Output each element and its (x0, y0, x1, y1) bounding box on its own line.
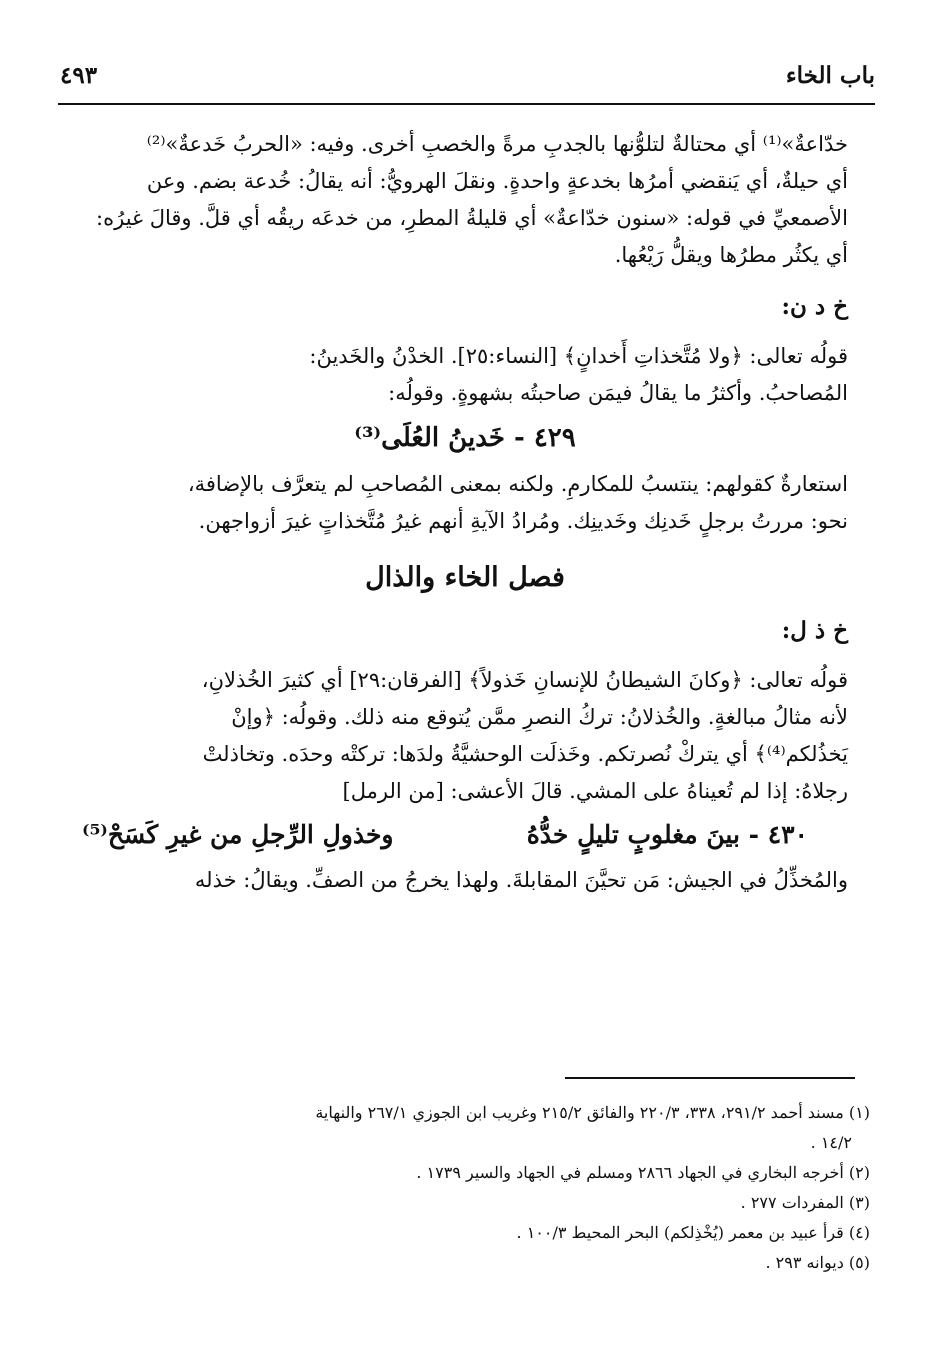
page-number: ٤٩٣ (60, 62, 98, 89)
paragraph-line: يَخذُلكم⁽⁴⁾﴾ أي يتركْ نُصرتكم. وخَذلَت الوحشيَّةُ ولدَها: تركتْه وحدَه. وتخاذلتْ (202, 742, 848, 766)
paragraph-line: الأصمعيِّ في قوله: «سنون خدّاعةٌ» أي قليلةُ المطرِ، من خدعَه ريقُه أي قلَّ. وقالَ غيرُه: (96, 206, 848, 230)
verse-first-hemistich: ٤٣٠ - بينَ مغلوبٍ تليلٍ خدُّهُ (526, 820, 808, 849)
paragraph-line: أي يكثُر مطرُها ويقلُّ رَيْعُها. (614, 243, 848, 267)
root-heading: خ د ن: (781, 293, 848, 320)
root-heading: خ ذ ل: (781, 617, 848, 644)
quote-heading: ٤٢٩ - خَدينُ العُلَى⁽³⁾ (354, 423, 576, 453)
footnote: ١٤/٢ . (810, 1133, 852, 1152)
footnote-rule (565, 1077, 855, 1079)
section-heading: فصل الخاء والذال (365, 562, 565, 593)
paragraph-line: لأنه مثالُ مبالغةٍ. والخُذلانُ: تركُ النصرِ ممَّن يُتوقع منه ذلك. وقولُه: ﴿وإنْ (231, 705, 848, 729)
footnotes (82, 1098, 870, 1278)
running-header (60, 62, 875, 98)
paragraph-line: أي حيلةٌ، أي يَنقضي أمرُها بخدعةٍ واحدةٍ. ونقلَ الهرويُّ: أنه يقالُ: خُدعة بضم. وعن (146, 169, 848, 193)
header-rule (58, 103, 875, 105)
paragraph-line: استعارةٌ كقولهم: ينتسبُ للمكارمِ. ولكنه بمعنى المُصاحبِ لم يتعرَّف بالإضافة، (187, 472, 848, 496)
verse-second-hemistich: وخذولِ الرِّجلِ من غيرِ كَسَحْ⁽⁵⁾ (82, 820, 394, 849)
footnote: (٢) أخرجه البخاري في الجهاد ٢٨٦٦ ومسلم في الجهاد والسير ١٧٣٩ . (416, 1163, 870, 1182)
chapter-title: باب الخاء (785, 62, 875, 89)
paragraph-line: قولُه تعالى: ﴿وكانَ الشيطانُ للإنسانِ خَذولاً﴾ [الفرقان:٢٩] أي كثيرَ الخُذلانِ، (201, 668, 848, 692)
poetry-verse (82, 814, 848, 856)
footnote: (١) مسند أحمد ٢٩١/٢، ٣٣٨، ٢٢٠/٣ والفائق ٢١٥/٢ وغريب ابن الجوزي ٢٦٧/١ والنهاية (315, 1103, 870, 1122)
footnote: (٤) قرأ عبيد بن معمر (يُخْذِلكم) البحر المحيط ١٠٠/٣ . (516, 1223, 870, 1242)
paragraph-line: قولُه تعالى: ﴿ولا مُتَّخذاتِ أَخدانٍ﴾ [النساء:٢٥]. الخدْنُ والخَدينُ: (309, 344, 848, 368)
main-text (82, 126, 848, 899)
paragraph-line: والمُخذِّلُ في الجيش: مَن تحيَّنَ المقابلةَ. ولهذا يخرجُ من الصفِّ. ويقالُ: خذله (194, 868, 848, 892)
paragraph-line: خدّاعةٌ»⁽¹⁾ أي محتالةٌ لتلوُّنها بالجدبِ مرةً والخصبِ أخرى. وفيه: «الحربُ خَدعةٌ»⁽²⁾ (146, 132, 848, 156)
footnote: (٥) ديوانه ٢٩٣ . (765, 1253, 870, 1272)
footnote: (٣) المفردات ٢٧٧ . (740, 1193, 870, 1212)
paragraph-line: نحو: مررتُ برجلٍ خَدنِك وخَدينِك. ومُرادُ الآيةِ أنهم غيرُ مُتَّخذاتٍ غيرَ أزواجهن. (198, 509, 848, 533)
paragraph-line: المُصاحبُ. وأكثرُ ما يقالُ فيمَن صاحبتُه بشهوةٍ. وقولُه: (388, 381, 848, 405)
paragraph-line: رجلاهُ: إذا لم تُعيناهُ على المشي. قالَ الأعشى: [من الرمل] (342, 779, 848, 803)
